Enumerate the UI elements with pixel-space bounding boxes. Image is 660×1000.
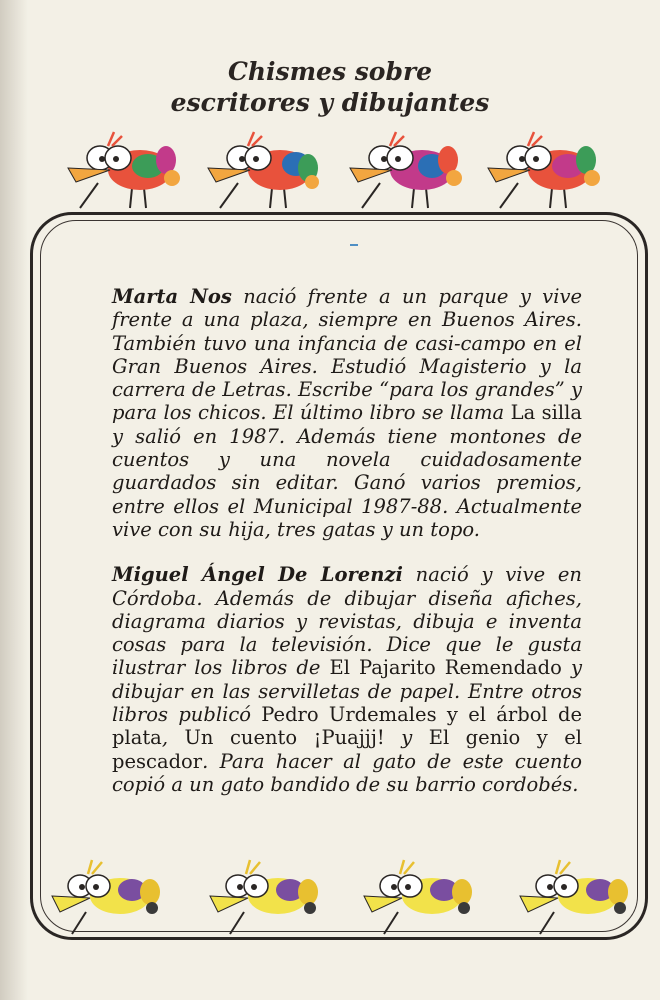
bird-illustration [354, 852, 479, 942]
bird-illustration [200, 852, 325, 942]
bottom-bird-illustrations [42, 852, 642, 942]
bird-illustration [510, 852, 635, 942]
bird-illustration [200, 128, 325, 218]
bird-illustration [480, 128, 605, 218]
bio-miguel-angel-de-lorenzi: Miguel Ángel De Lorenzi nació y vive en Córdoba. Además de dibujar diseña afiches, diagrama diarios y revistas, dibuja e inventa cosas para la televisión. Dice que le gusta ilustrar los libros de El Pajarito Remendado y dibujar en las servilletas de papel. Entre otros libros publicó Pedro Urdemales y el árbol de plata, Un cuento ¡Puajjj! y El genio y el pescador. Para hacer al gato de este cuento copió a un gato bandido de su barrio cordobés. [112, 563, 582, 796]
title-line-2: escritores y dibujantes [170, 88, 490, 117]
book-title: El genio y el pescador [112, 726, 582, 773]
bird-illustration [60, 128, 185, 218]
biographies [112, 285, 582, 818]
page-gutter-shadow [0, 0, 28, 1000]
title-line-1: Chismes sobre [227, 57, 433, 86]
top-bird-illustrations [60, 128, 620, 218]
bird-illustration [342, 128, 467, 218]
page-title [0, 56, 660, 118]
book-title: La silla [510, 401, 582, 425]
book-title: El Pajarito Remendado [329, 656, 562, 680]
book-title: Un cuento ¡Puajjj! [184, 726, 385, 750]
bird-illustration [42, 852, 167, 942]
blue-mark [350, 244, 358, 246]
illustrator-name: Miguel Ángel De Lorenzi [112, 563, 403, 587]
book-title: Pedro Urdemales y el árbol de plata [112, 703, 582, 750]
bio-marta-nos: Marta Nos nació frente a un parque y vive frente a una plaza, siempre en Buenos Aires. También tuvo una infancia de casi-campo en el Gran Buenos Aires. Estudió Magisterio y la carrera de Letras. Escribe “para los grandes” y para los chicos. El último libro se llama La silla y salió en 1987. Además tiene montones de cuentos y una novela cuidadosamente guardados sin editar. Ganó varios premios, entre ellos el Municipal 1987-88. Actualmente vive con su hija, tres gatas y un topo. [112, 285, 582, 541]
author-name: Marta Nos [112, 285, 232, 308]
